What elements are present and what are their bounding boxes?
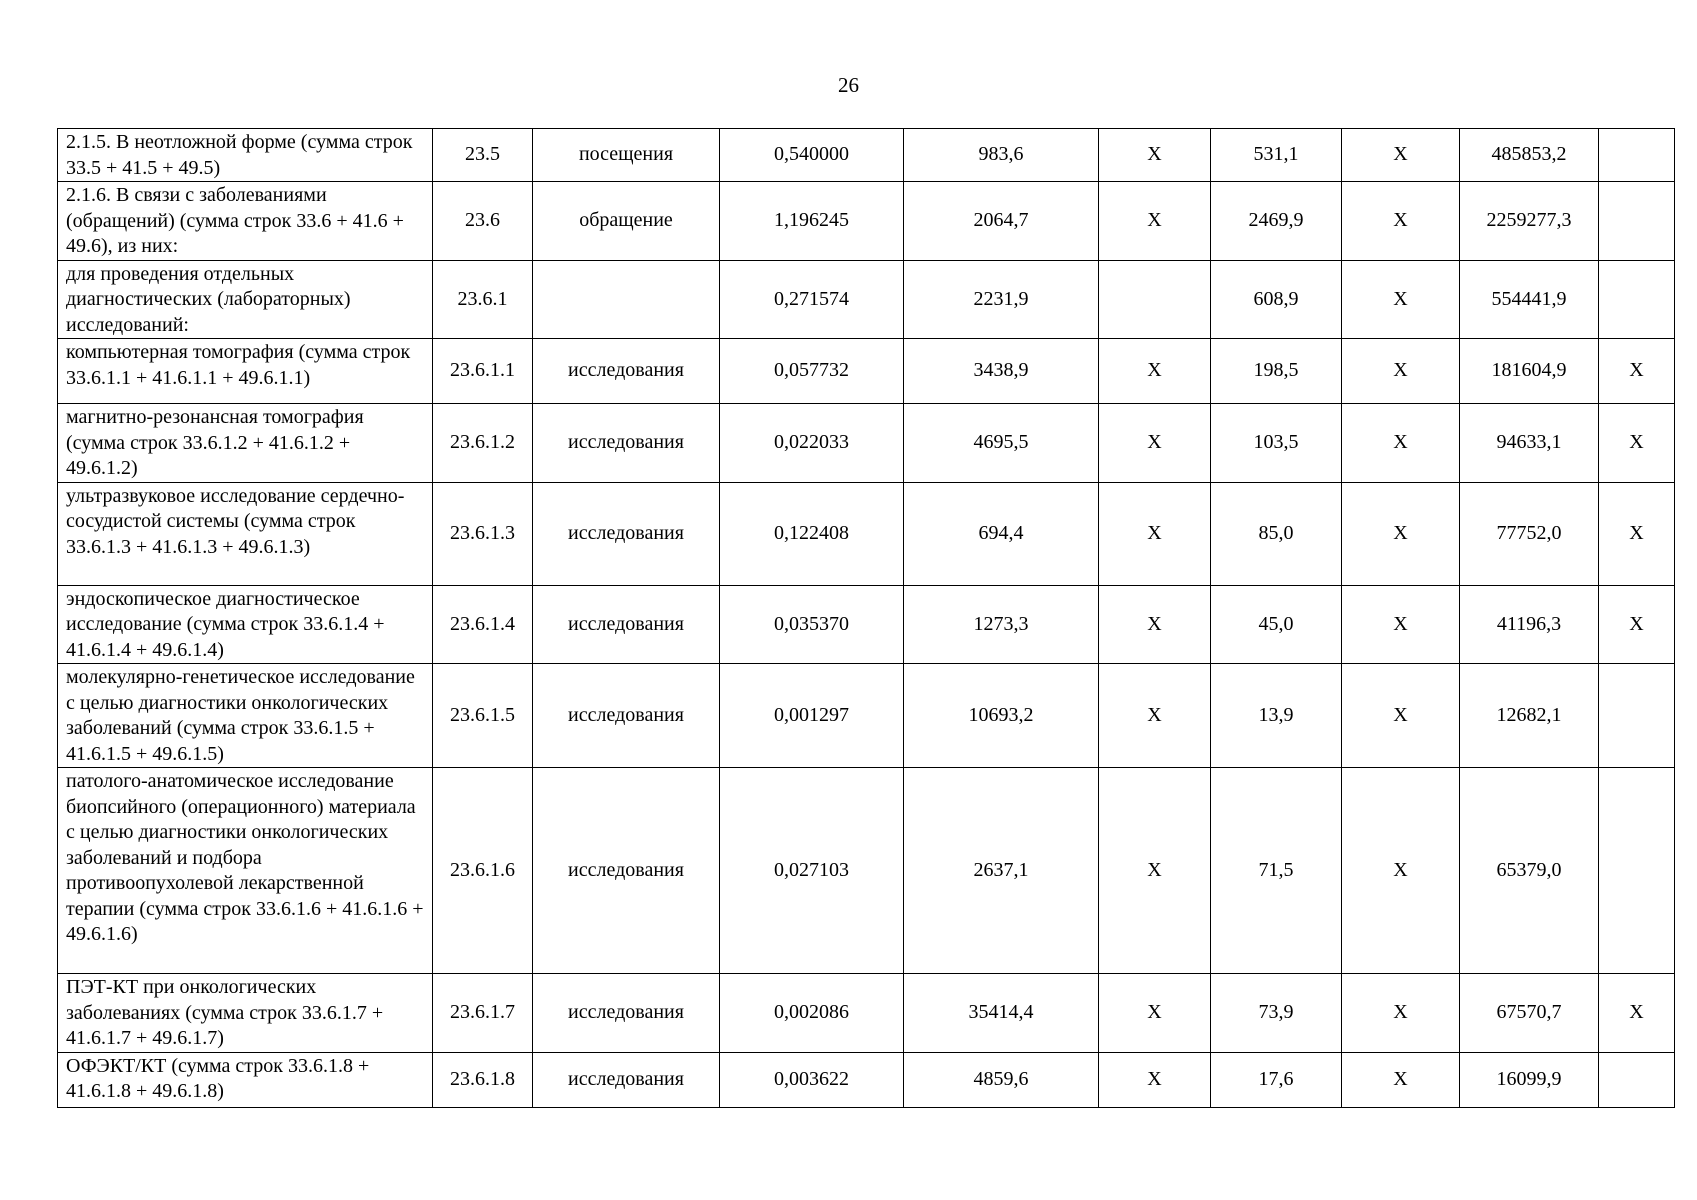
row-line-number: 23.6.1 (433, 260, 533, 339)
row-col-8: Х (1342, 664, 1460, 768)
row-description: патолого-анатомическое исследование биопсийного (операционного) материала с целью диагностики онкологических заболеваний и подбора противоопухолевой лекарственной терапии (сумма строк 33.6.1.6 + 41.6.1.6 + 49.6.1.6) (58, 768, 433, 974)
row-line-number: 23.6.1.4 (433, 585, 533, 664)
row-line-number: 23.6.1.7 (433, 974, 533, 1053)
row-unit (533, 260, 720, 339)
row-norm: 0,002086 (720, 974, 904, 1053)
row-col-9: 94633,1 (1460, 404, 1599, 483)
row-col-6: Х (1099, 585, 1211, 664)
row-unit: обращение (533, 182, 720, 261)
row-col-7: 608,9 (1211, 260, 1342, 339)
row-col-10: Х (1599, 974, 1675, 1053)
row-description: для проведения отдельных диагностических (лабораторных) исследований: (58, 260, 433, 339)
row-cost: 4859,6 (904, 1052, 1099, 1107)
row-norm: 0,001297 (720, 664, 904, 768)
row-unit: исследования (533, 768, 720, 974)
row-line-number: 23.6.1.8 (433, 1052, 533, 1107)
row-col-10 (1599, 260, 1675, 339)
row-col-9: 485853,2 (1460, 129, 1599, 182)
row-col-7: 2469,9 (1211, 182, 1342, 261)
row-description: магнитно-резонансная томография (сумма строк 33.6.1.2 + 41.6.1.2 + 49.6.1.2) (58, 404, 433, 483)
row-col-7: 71,5 (1211, 768, 1342, 974)
row-description: ультразвуковое исследование сердечно-сосудистой системы (сумма строк 33.6.1.3 + 41.6.1.3 + 49.6.1.3) (58, 482, 433, 585)
row-cost: 2231,9 (904, 260, 1099, 339)
row-cost: 1273,3 (904, 585, 1099, 664)
row-col-6: Х (1099, 1052, 1211, 1107)
row-col-6: Х (1099, 482, 1211, 585)
row-col-8: Х (1342, 482, 1460, 585)
row-col-7: 73,9 (1211, 974, 1342, 1053)
row-col-8: Х (1342, 129, 1460, 182)
row-col-10 (1599, 129, 1675, 182)
row-col-9: 181604,9 (1460, 339, 1599, 404)
row-norm: 1,196245 (720, 182, 904, 261)
row-col-10: Х (1599, 585, 1675, 664)
row-col-10 (1599, 768, 1675, 974)
row-col-6: Х (1099, 404, 1211, 483)
row-col-7: 45,0 (1211, 585, 1342, 664)
row-unit: посещения (533, 129, 720, 182)
row-unit: исследования (533, 664, 720, 768)
row-col-6: Х (1099, 339, 1211, 404)
row-norm: 0,003622 (720, 1052, 904, 1107)
row-col-7: 13,9 (1211, 664, 1342, 768)
row-unit: исследования (533, 1052, 720, 1107)
row-col-8: Х (1342, 182, 1460, 261)
row-norm: 0,540000 (720, 129, 904, 182)
row-col-6: Х (1099, 664, 1211, 768)
row-unit: исследования (533, 482, 720, 585)
row-col-9: 41196,3 (1460, 585, 1599, 664)
row-col-9: 12682,1 (1460, 664, 1599, 768)
row-col-6: Х (1099, 768, 1211, 974)
row-col-10 (1599, 1052, 1675, 1107)
row-col-9: 2259277,3 (1460, 182, 1599, 261)
row-col-8: Х (1342, 974, 1460, 1053)
table-row (58, 339, 1675, 404)
row-col-9: 67570,7 (1460, 974, 1599, 1053)
row-col-10 (1599, 664, 1675, 768)
table-row (58, 664, 1675, 768)
row-line-number: 23.6.1.6 (433, 768, 533, 974)
row-cost: 4695,5 (904, 404, 1099, 483)
row-line-number: 23.6.1.3 (433, 482, 533, 585)
table-row (58, 260, 1675, 339)
table-row (58, 129, 1675, 182)
row-col-7: 85,0 (1211, 482, 1342, 585)
row-col-9: 16099,9 (1460, 1052, 1599, 1107)
row-cost: 35414,4 (904, 974, 1099, 1053)
row-line-number: 23.6.1.2 (433, 404, 533, 483)
row-unit: исследования (533, 404, 720, 483)
row-col-10: Х (1599, 482, 1675, 585)
table-row (58, 1052, 1675, 1107)
row-description: ПЭТ-КТ при онкологических заболеваниях (сумма строк 33.6.1.7 + 41.6.1.7 + 49.6.1.7) (58, 974, 433, 1053)
row-col-8: Х (1342, 585, 1460, 664)
row-unit: исследования (533, 339, 720, 404)
row-description: эндоскопическое диагностическое исследование (сумма строк 33.6.1.4 + 41.6.1.4 + 49.6.1.4) (58, 585, 433, 664)
table-row (58, 585, 1675, 664)
row-col-8: Х (1342, 339, 1460, 404)
row-cost: 3438,9 (904, 339, 1099, 404)
row-line-number: 23.6.1.1 (433, 339, 533, 404)
row-col-8: Х (1342, 260, 1460, 339)
row-norm: 0,035370 (720, 585, 904, 664)
row-cost: 2637,1 (904, 768, 1099, 974)
row-unit: исследования (533, 585, 720, 664)
row-norm: 0,022033 (720, 404, 904, 483)
page-number: 26 (838, 73, 859, 97)
row-col-8: Х (1342, 1052, 1460, 1107)
row-line-number: 23.5 (433, 129, 533, 182)
row-col-8: Х (1342, 768, 1460, 974)
table-row (58, 404, 1675, 483)
row-col-7: 103,5 (1211, 404, 1342, 483)
row-col-6: Х (1099, 974, 1211, 1053)
row-cost: 10693,2 (904, 664, 1099, 768)
data-table (57, 128, 1675, 1108)
row-cost: 2064,7 (904, 182, 1099, 261)
row-col-9: 77752,0 (1460, 482, 1599, 585)
row-description: молекулярно-генетическое исследование с целью диагностики онкологических заболеваний (сумма строк 33.6.1.5 + 41.6.1.5 + 49.6.1.5) (58, 664, 433, 768)
row-col-7: 531,1 (1211, 129, 1342, 182)
row-col-8: Х (1342, 404, 1460, 483)
table-row (58, 182, 1675, 261)
row-line-number: 23.6 (433, 182, 533, 261)
table-row (58, 482, 1675, 585)
row-col-10: Х (1599, 404, 1675, 483)
row-unit: исследования (533, 974, 720, 1053)
row-col-9: 65379,0 (1460, 768, 1599, 974)
row-cost: 983,6 (904, 129, 1099, 182)
row-col-6: Х (1099, 129, 1211, 182)
row-norm: 0,271574 (720, 260, 904, 339)
row-norm: 0,057732 (720, 339, 904, 404)
table-row (58, 768, 1675, 974)
row-col-10 (1599, 182, 1675, 261)
row-col-10: Х (1599, 339, 1675, 404)
row-col-7: 198,5 (1211, 339, 1342, 404)
row-col-7: 17,6 (1211, 1052, 1342, 1107)
row-col-6: Х (1099, 182, 1211, 261)
row-norm: 0,027103 (720, 768, 904, 974)
row-col-9: 554441,9 (1460, 260, 1599, 339)
row-description: 2.1.6. В связи с заболеваниями (обращений) (сумма строк 33.6 + 41.6 + 49.6), из них: (58, 182, 433, 261)
row-description: ОФЭКТ/КТ (сумма строк 33.6.1.8 + 41.6.1.8 + 49.6.1.8) (58, 1052, 433, 1107)
table-row (58, 974, 1675, 1053)
row-col-6 (1099, 260, 1211, 339)
row-line-number: 23.6.1.5 (433, 664, 533, 768)
row-description: компьютерная томография (сумма строк 33.6.1.1 + 41.6.1.1 + 49.6.1.1) (58, 339, 433, 404)
row-description: 2.1.5. В неотложной форме (сумма строк 33.5 + 41.5 + 49.5) (58, 129, 433, 182)
row-cost: 694,4 (904, 482, 1099, 585)
row-norm: 0,122408 (720, 482, 904, 585)
